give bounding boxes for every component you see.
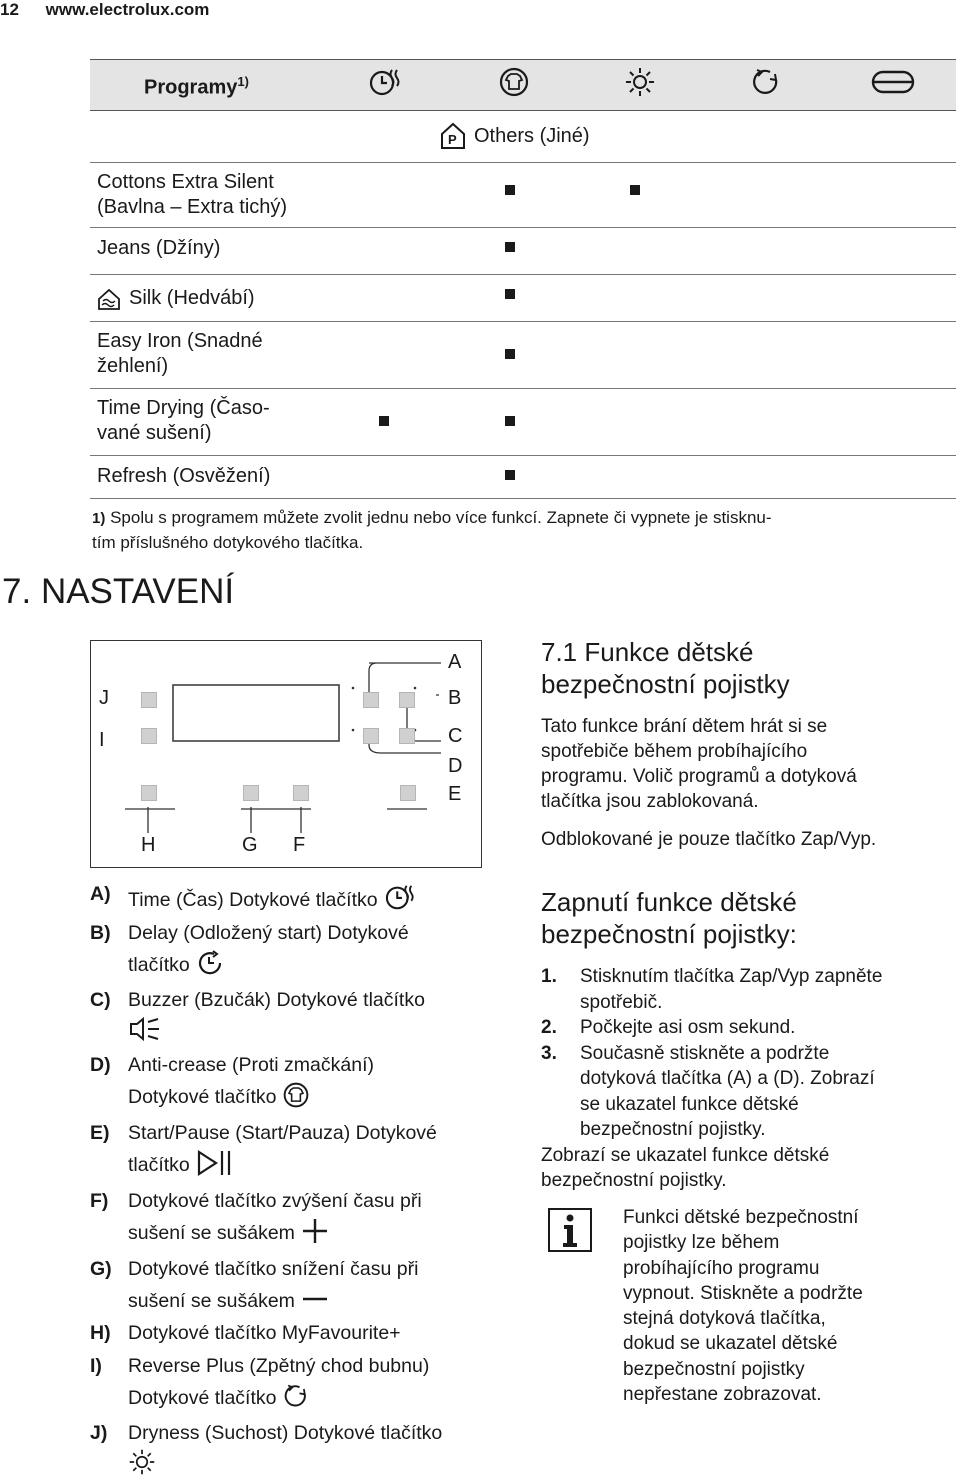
label-j: J	[99, 687, 109, 709]
legend-text: Anti-crease (Proti zmačkání) Dotykové tlačítko	[128, 1054, 374, 1108]
step-number: 1.	[541, 966, 557, 987]
step-text: Počkejte asi osm sekund.	[580, 1017, 796, 1038]
child-lock-steps	[541, 964, 951, 1194]
label-g: G	[242, 834, 258, 856]
legend-key: H)	[90, 1322, 111, 1344]
row-label-time-drying: Time Drying (Časo- vané sušení)	[97, 397, 270, 444]
label-h: H	[141, 834, 156, 856]
myfavourite-button[interactable]	[141, 785, 157, 801]
time-increase-button[interactable]	[293, 785, 309, 801]
footnote-mark: 1)	[92, 510, 106, 527]
dryness-button[interactable]	[141, 692, 157, 708]
legend-item-i	[90, 1350, 510, 1414]
label-f: F	[293, 834, 306, 856]
step-item	[541, 964, 951, 1015]
table-mark	[505, 185, 515, 195]
step-text: Stisknutím tlačítka Zap/Vyp zapněte spotřebič.	[580, 966, 883, 1013]
buzzer-button[interactable]	[363, 728, 379, 744]
label-i: I	[99, 729, 105, 751]
row-divider	[90, 274, 956, 275]
row-silk	[97, 286, 255, 311]
legend-item-c	[90, 985, 510, 1045]
page-header	[0, 0, 209, 20]
others-icon	[440, 122, 466, 150]
table-title-text: Programy	[144, 76, 238, 99]
time-decrease-button[interactable]	[243, 785, 259, 801]
others-column-header	[440, 122, 590, 150]
table-mark	[505, 349, 515, 359]
legend-text: Dotykové tlačítko zvýšení času při sušení se sušákem	[128, 1190, 422, 1244]
delay-button[interactable]	[399, 692, 415, 708]
legend-key: J)	[90, 1422, 108, 1444]
buzzer-icon	[128, 1016, 162, 1042]
table-mark	[505, 470, 515, 480]
reverse-plus-icon	[750, 66, 782, 98]
step-item	[541, 1015, 951, 1041]
delay-icon	[196, 949, 224, 977]
table-mark	[379, 416, 389, 426]
legend-text: Dotykové tlačítko MyFavourite+	[128, 1322, 401, 1344]
table-title	[144, 74, 249, 100]
anti-crease-icon	[499, 66, 529, 98]
button-legend	[90, 882, 510, 1483]
row-label-silk: Silk (Hedvábí)	[129, 287, 255, 309]
legend-key: F)	[90, 1190, 109, 1212]
row-label-cottons: Cottons Extra Silent (Bavlna – Extra tichý)	[97, 171, 288, 218]
minus-icon	[301, 1293, 329, 1313]
footnote-ref: 1)	[237, 74, 249, 89]
row-label-jeans: Jeans (Džíny)	[97, 237, 221, 259]
label-e: E	[448, 783, 462, 805]
legend-text: Delay (Odložený start) Dotykové tlačítko	[128, 922, 409, 976]
start-pause-icon	[196, 1149, 232, 1177]
step-item	[541, 1041, 951, 1143]
child-lock-description: Tato funkce brání dětem hrát si se spotřebiče během probíhajícího programu. Volič programů a dotyková tlačítka jsou zablokovaná.	[541, 716, 857, 812]
row-divider	[90, 227, 956, 228]
table-mark	[630, 185, 640, 195]
dryness-icon	[624, 66, 656, 98]
table-mark	[505, 289, 515, 299]
row-divider	[90, 455, 956, 456]
table-footnote	[92, 506, 952, 555]
legend-key: I)	[90, 1355, 102, 1377]
label-d: D	[448, 755, 463, 777]
start-pause-button[interactable]	[400, 785, 416, 801]
legend-item-h	[90, 1321, 510, 1346]
section-title: NASTAVENÍ	[40, 572, 235, 611]
legend-item-e	[90, 1117, 510, 1181]
legend-text: Dotykové tlačítko snížení času při sušení se sušákem	[128, 1258, 419, 1312]
legend-item-a	[90, 882, 510, 913]
page-number: 12	[0, 0, 19, 19]
legend-item-j	[90, 1418, 510, 1479]
silk-icon	[97, 287, 121, 311]
others-label: Others (Jiné)	[474, 124, 590, 147]
row-label-easy-iron: Easy Iron (Snadné žehlení)	[97, 330, 263, 377]
legend-text: Dryness (Suchost) Dotykové tlačítko	[128, 1422, 443, 1444]
row-divider	[90, 321, 956, 322]
table-mark	[505, 416, 515, 426]
legend-key: A)	[90, 883, 111, 905]
row-divider	[90, 388, 956, 389]
section-heading	[2, 572, 234, 612]
legend-item-b	[90, 917, 510, 981]
legend-text: Start/Pause (Start/Pauza) Dotykové tlačítko	[128, 1122, 437, 1176]
plus-icon	[301, 1217, 329, 1245]
reverse-plus-icon	[282, 1382, 310, 1410]
child-lock-heading: 7.1 Funkce dětské bezpečnostní pojistky	[541, 637, 790, 699]
anti-crease-button[interactable]	[399, 728, 415, 744]
info-icon	[548, 1208, 592, 1252]
buzzer-icon	[871, 66, 915, 98]
table-mark	[505, 242, 515, 252]
row-divider	[90, 162, 956, 163]
row-divider	[90, 498, 956, 499]
section-number: 7.	[2, 572, 32, 611]
svg-text:P: P	[448, 132, 457, 147]
label-b: B	[448, 687, 462, 709]
time-icon	[368, 66, 404, 98]
dryness-icon	[128, 1448, 156, 1476]
legend-text: Reverse Plus (Zpětný chod bubnu) Dotykové tlačítko	[128, 1355, 430, 1409]
child-lock-activate-heading: Zapnutí funkce dětské bezpečnostní pojistky:	[541, 887, 797, 949]
footnote-text: Spolu s programem můžete zvolit jednu nebo více funkcí. Zapnete či vypnete je stisknu- tím příslušného dotykového tlačítka.	[92, 508, 772, 552]
legend-text: Buzzer (Bzučák) Dotykové tlačítko	[128, 989, 425, 1011]
row-label-refresh: Refresh (Osvěžení)	[97, 465, 271, 487]
legend-text: Time (Čas) Dotykové tlačítko	[128, 889, 378, 911]
label-a: A	[448, 651, 462, 673]
step-text: Současně stiskněte a podržte dotyková tlačítka (A) a (D). Zobrazí se ukazatel funkce dětské bezpečnostní pojistky.	[580, 1042, 875, 1140]
legend-item-f	[90, 1185, 510, 1249]
reverse-plus-button[interactable]	[141, 728, 157, 744]
control-panel-diagram	[90, 640, 482, 868]
child-lock-unlocked-note: Odblokované je pouze tlačítko Zap/Vyp.	[541, 829, 877, 850]
legend-key: B)	[90, 922, 111, 944]
legend-item-g	[90, 1253, 510, 1317]
label-c: C	[448, 725, 463, 747]
step-number: 3.	[541, 1042, 557, 1064]
legend-item-d	[90, 1049, 510, 1113]
anti-crease-icon	[282, 1081, 310, 1109]
info-note: Funkci dětské bezpečnostní pojistky lze během probíhajícího programu vypnout. Stiskněte a podržte stejná dotyková tlačítka, dokud se ukazatel dětské bezpečnostní pojistky nepřestane zobrazovat.	[623, 1207, 863, 1406]
time-icon	[384, 882, 418, 912]
website-link[interactable]: www.electrolux.com	[45, 0, 210, 19]
legend-key: E)	[90, 1122, 110, 1144]
step-number: 2.	[541, 1017, 557, 1038]
child-lock-result: Zobrazí se ukazatel funkce dětské bezpečnostní pojistky.	[541, 1144, 830, 1191]
time-button[interactable]	[363, 692, 379, 708]
legend-key: C)	[90, 989, 111, 1011]
legend-key: D)	[90, 1054, 111, 1076]
legend-key: G)	[90, 1258, 112, 1280]
